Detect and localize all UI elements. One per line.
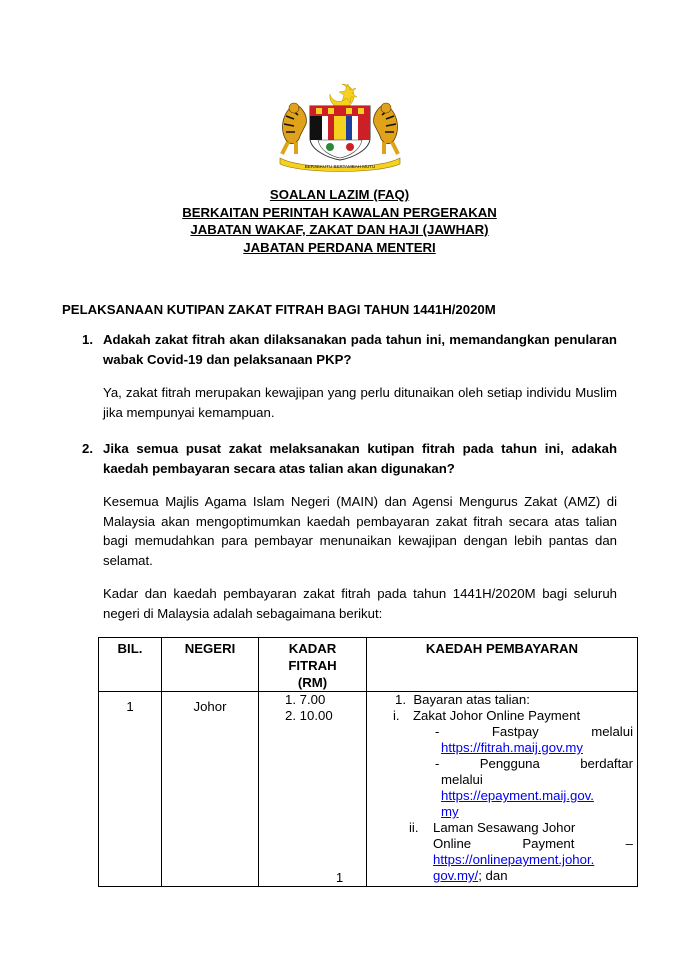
payment-method-item (371, 692, 633, 708)
malaysia-coat-of-arms (272, 80, 408, 172)
zakat-rates-table (98, 637, 638, 887)
question-1 (82, 330, 617, 369)
subitem-label: Laman Sesawang Johor (433, 820, 576, 835)
question-text: Adakah zakat fitrah akan dilaksanakan pada tahun ini, memandangkan penularan wabak Covid-19 dan pelaksanaan PKP? (103, 332, 617, 367)
dash: – (625, 836, 633, 851)
header-bil: BIL. (99, 638, 162, 692)
online-payment-line (371, 836, 633, 852)
epayment-link[interactable]: https://epayment.maij.gov. (441, 788, 594, 803)
header-kaedah: KAEDAH PEMBAYARAN (367, 638, 638, 692)
subitem-label: Zakat Johor Online Payment (413, 708, 581, 723)
fastpay-link[interactable]: https://fitrah.maij.gov.my (441, 740, 583, 755)
header-negeri: NEGERI (162, 638, 259, 692)
header-title-line-2: BERKAITAN PERINTAH KAWALAN PERGERAKAN (182, 204, 497, 220)
onlinepayment-link-continued[interactable]: gov.my/ (433, 868, 479, 883)
cell-kaedah (367, 692, 638, 887)
header-title-line-4: JABATAN PERDANA MENTERI (243, 239, 436, 255)
answer-paragraph: Ya, zakat fitrah merupakan kewajipan yang perlu ditunaikan oleh setiap individu Muslim jika mempunyai kemampuan. (103, 385, 617, 420)
epayment-link-continued[interactable]: my (441, 804, 459, 819)
answer-paragraph: Kadar dan kaedah pembayaran zakat fitrah pada tahun 1441H/2020M bagi seluruh negeri di Malaysia adalah sebagaimana berikut: (103, 586, 617, 621)
answer-paragraph: Kesemua Majlis Agama Islam Negeri (MAIN) dan Agensi Mengurus Zakat (AMZ) di Malaysia akan mengoptimumkan kaedah pembayaran zakat fitrah secara atas talian bagi memudahkan para pembayar menunaikan kewajipan dengan lebih pantas dan selamat. (103, 494, 617, 568)
table-header-row (99, 638, 638, 692)
table-row (99, 692, 638, 887)
tail-text: ; dan (478, 868, 508, 883)
registered-user-via-line (371, 772, 633, 788)
section-title: PELAKSANAAN KUTIPAN ZAKAT FITRAH BAGI TAHUN 1441H/2020M (62, 302, 496, 317)
page-number: 1 (335, 870, 344, 885)
payment-subitem-ii (371, 820, 633, 836)
kadar-value: 1. 7.00 (285, 692, 326, 707)
header-kadar: KADAR FITRAH (RM) (259, 638, 367, 692)
bullet-via: melalui (441, 772, 483, 787)
document-header (0, 186, 679, 256)
bullet-mid: berdaftar (580, 756, 633, 771)
payment-subitem-i (371, 708, 633, 724)
header-title-line-1: SOALAN LAZIM (FAQ) (269, 187, 410, 202)
fastpay-line (371, 724, 633, 740)
cell-kadar (259, 692, 367, 887)
bullet-label: - Pengguna (435, 756, 540, 771)
bullet-via: melalui (591, 724, 633, 739)
word: Payment (522, 836, 575, 851)
onlinepayment-link-line (371, 852, 633, 868)
fastpay-link-line (371, 740, 633, 756)
kadar-value: 2. 10.00 (285, 708, 333, 723)
cell-negeri: Johor (162, 692, 259, 887)
question-number: 2. (82, 441, 93, 456)
crest-motto: BERSEKUTU BERTAMBAH MUTU (304, 164, 376, 169)
bullet-label: - Fastpay (435, 724, 539, 739)
epayment-link-line (371, 788, 633, 804)
word: Online (433, 836, 472, 851)
epayment-link-line-2 (371, 804, 633, 820)
question-number: 1. (82, 332, 93, 347)
subitem-number: ii. (409, 820, 419, 835)
item-number: 1. (395, 692, 406, 707)
header-title-line-3: JABATAN WAKAF, ZAKAT DAN HAJI (JAWHAR) (190, 222, 489, 237)
question-text: Jika semua pusat zakat melaksanakan kutipan fitrah pada tahun ini, adakah kaedah pembayaran secara atas talian akan digunakan? (103, 441, 617, 476)
item-label: Bayaran atas talian: (413, 692, 530, 707)
onlinepayment-link[interactable]: https://onlinepayment.johor. (433, 852, 595, 867)
cell-bil: 1 (99, 692, 162, 887)
registered-user-line (371, 756, 633, 772)
question-2 (82, 439, 617, 478)
subitem-number: i. (393, 708, 400, 723)
